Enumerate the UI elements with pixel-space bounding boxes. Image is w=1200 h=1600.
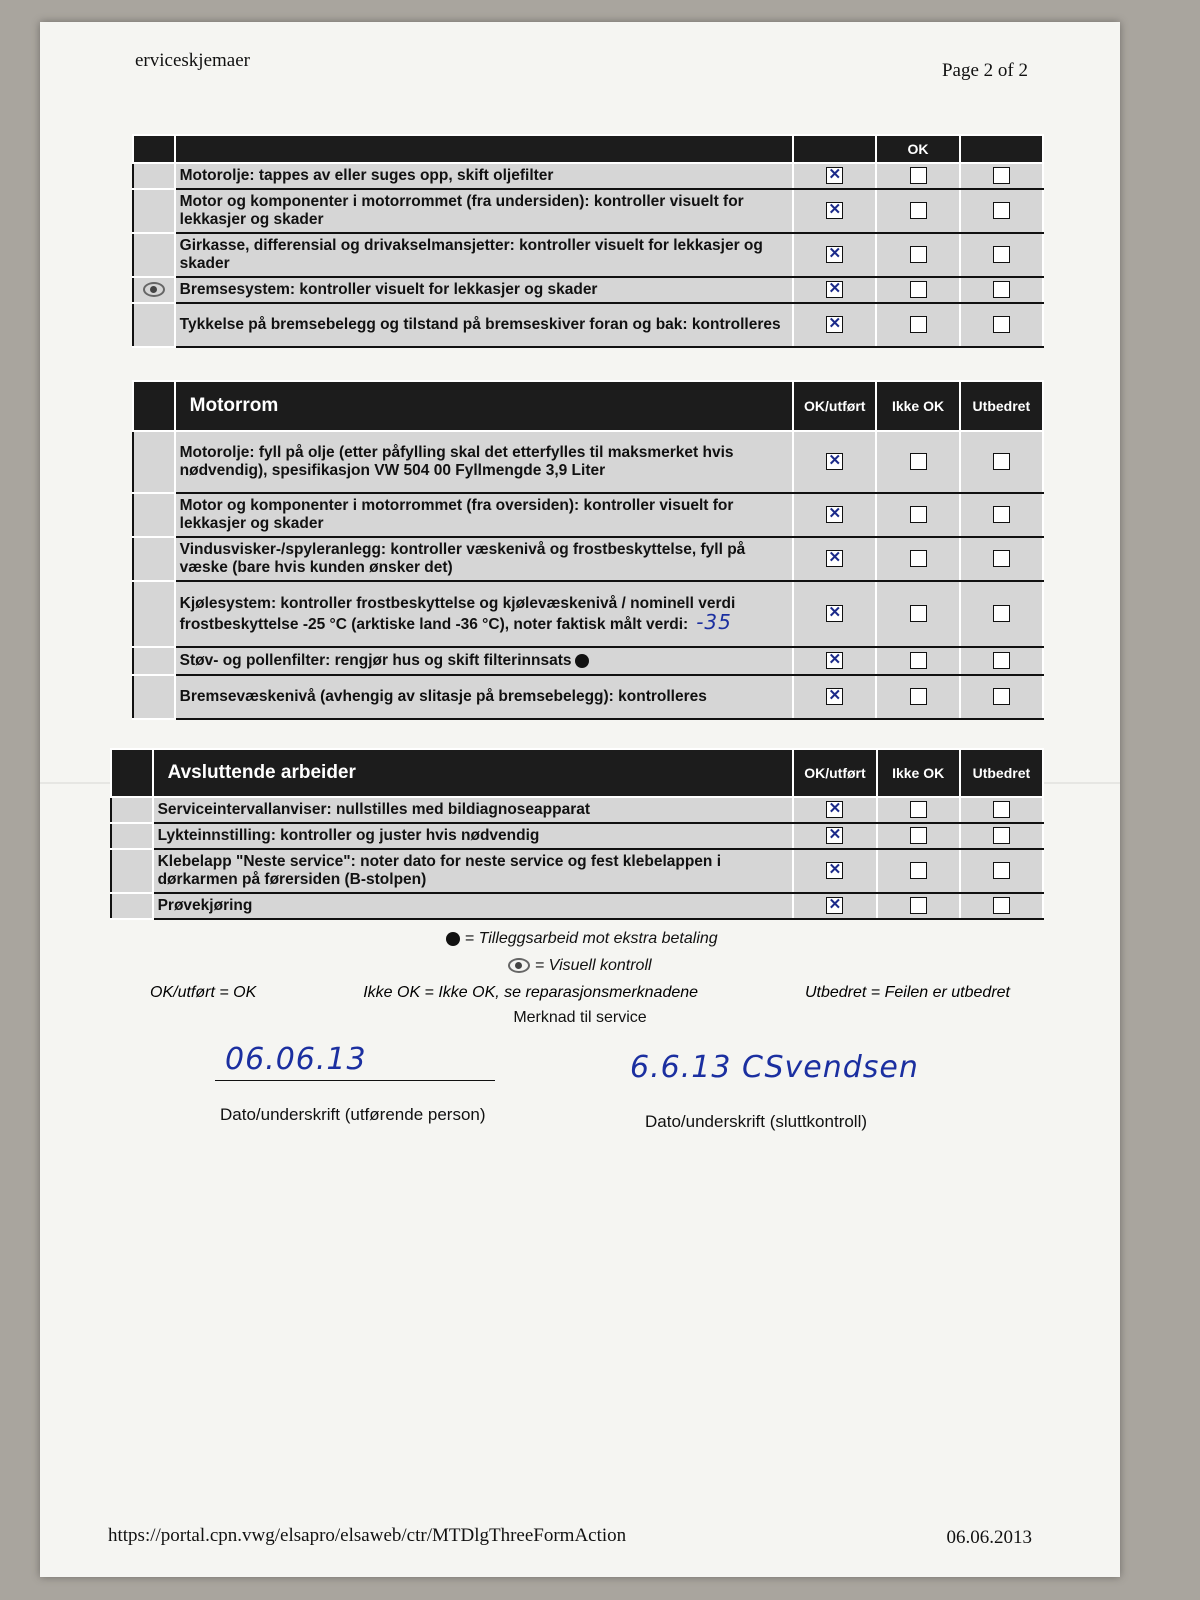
not-ok-checkbox-cell <box>876 163 959 189</box>
row-description <box>153 823 794 849</box>
ok-checkbox-cell <box>793 163 876 189</box>
fixed-checkbox-cell <box>960 893 1043 919</box>
section-title <box>175 135 793 163</box>
ok-checkbox[interactable] <box>826 862 843 879</box>
row-marker-cell <box>133 233 175 277</box>
row-description <box>175 493 793 537</box>
legend-eye: = Visuell kontroll <box>40 957 1120 975</box>
fixed-checkbox-cell <box>960 189 1043 233</box>
header-spacer <box>133 381 175 431</box>
fixed-checkbox[interactable] <box>993 827 1010 844</box>
fixed-checkbox-cell <box>960 163 1043 189</box>
column-ok-header: OK/utført <box>793 749 876 797</box>
not-ok-checkbox[interactable] <box>910 453 927 470</box>
not-ok-checkbox[interactable] <box>910 862 927 879</box>
row-description <box>175 431 793 493</box>
ok-checkbox[interactable] <box>826 688 843 705</box>
checklist-row <box>133 647 1043 675</box>
checklist-row <box>133 163 1043 189</box>
column-fixed-header <box>960 135 1043 163</box>
ok-checkbox[interactable] <box>826 605 843 622</box>
fixed-checkbox[interactable] <box>993 605 1010 622</box>
not-ok-checkbox-cell <box>876 493 959 537</box>
checklist-row <box>111 893 1043 919</box>
fixed-checkbox[interactable] <box>993 801 1010 818</box>
page-number: Page 2 of 2 <box>941 60 1028 81</box>
not-ok-checkbox-cell <box>876 431 959 493</box>
row-description <box>175 675 793 719</box>
footer-date: 06.06.2013 <box>946 1527 1032 1548</box>
row-description <box>175 647 793 675</box>
row-description <box>153 797 794 823</box>
ok-checkbox[interactable] <box>826 167 843 184</box>
fixed-checkbox[interactable] <box>993 281 1010 298</box>
row-label: Serviceintervallanviser: nullstilles med bildiagnoseapparat <box>157 801 591 818</box>
signature-left-handwritten: 06.06.13 <box>225 1042 367 1077</box>
row-description <box>175 303 793 347</box>
row-marker-cell <box>133 675 175 719</box>
signature-left-label: Dato/underskrift (utførende person) <box>220 1105 486 1124</box>
row-marker-cell <box>133 189 175 233</box>
row-label: Bremsesystem: kontroller visuelt for lekkasjer og skader <box>179 281 598 298</box>
fixed-checkbox-cell <box>960 797 1043 823</box>
ok-checkbox[interactable] <box>826 652 843 669</box>
eye-icon <box>143 282 165 297</box>
header-spacer <box>111 749 153 797</box>
column-fixed-header: Utbedret <box>960 749 1043 797</box>
checklist-row <box>133 537 1043 581</box>
not-ok-checkbox-cell <box>876 303 959 347</box>
row-label: Motorolje: fyll på olje (etter påfylling skal det etterfylles til maksmerket hvis nødvendig), spesifikasjon VW 504 00 Fyllmengde 3,9 Liter <box>179 444 734 479</box>
checklist-row <box>133 303 1043 347</box>
not-ok-checkbox[interactable] <box>910 506 927 523</box>
ok-checkbox-cell <box>793 277 876 303</box>
section-underbody <box>132 134 1044 348</box>
not-ok-checkbox[interactable] <box>910 202 927 219</box>
section-title: Motorrom <box>175 381 793 431</box>
fixed-checkbox-cell <box>960 303 1043 347</box>
signature-right-label: Dato/underskrift (sluttkontroll) <box>645 1112 868 1131</box>
checklist-table <box>110 748 1044 920</box>
fixed-checkbox-cell <box>960 431 1043 493</box>
row-label: Bremsevæskenivå (avhengig av slitasje på bremsebelegg): kontrolleres <box>179 688 707 705</box>
row-description <box>175 277 793 303</box>
row-label: Vindusvisker-/spyleranlegg: kontroller væskenivå og frostbeskyttelse, fyll på væske (bare hvis kunden ønsker det) <box>179 541 746 576</box>
not-ok-checkbox-cell <box>877 849 960 893</box>
fixed-checkbox[interactable] <box>993 652 1010 669</box>
ok-checkbox-cell <box>793 893 876 919</box>
row-label: Prøvekjøring <box>157 897 253 914</box>
not-ok-checkbox[interactable] <box>910 167 927 184</box>
ok-checkbox[interactable] <box>826 827 843 844</box>
fixed-checkbox-cell <box>960 581 1043 647</box>
legend-bullet: = Tilleggsarbeid mot ekstra betaling <box>40 930 1120 948</box>
column-ok-header <box>793 135 876 163</box>
ok-checkbox-cell <box>793 303 876 347</box>
ok-checkbox-cell <box>793 797 876 823</box>
header-spacer <box>133 135 175 163</box>
not-ok-checkbox[interactable] <box>910 316 927 333</box>
not-ok-checkbox[interactable] <box>910 605 927 622</box>
fixed-checkbox-cell <box>960 675 1043 719</box>
fixed-checkbox[interactable] <box>993 862 1010 879</box>
fixed-checkbox[interactable] <box>993 246 1010 263</box>
not-ok-checkbox[interactable] <box>910 550 927 567</box>
row-marker-cell <box>133 277 175 303</box>
not-ok-checkbox-cell <box>877 893 960 919</box>
ok-checkbox[interactable] <box>826 801 843 818</box>
legend-not-ok: Ikke OK = Ikke OK, se reparasjonsmerknadene <box>363 984 699 1001</box>
row-label: Girkasse, differensial og drivakselmansjetter: kontroller visuelt for lekkasjer og skader <box>179 237 763 272</box>
form-page <box>40 22 1120 1577</box>
checklist-row <box>111 849 1043 893</box>
row-marker-cell <box>133 163 175 189</box>
ok-checkbox-cell <box>793 581 876 647</box>
row-label: Motor og komponenter i motorrommet (fra oversiden): kontroller visuelt for lekkasjer og skader <box>179 497 734 532</box>
legend-fixed: Utbedret = Feilen er utbedret <box>804 984 1010 1001</box>
checklist-row <box>111 797 1043 823</box>
not-ok-checkbox[interactable] <box>910 246 927 263</box>
row-marker-cell <box>133 431 175 493</box>
handwritten-measured-value: -35 <box>696 609 732 634</box>
row-marker-cell <box>111 797 153 823</box>
legend-definitions <box>150 984 1010 1002</box>
ok-checkbox-cell <box>793 537 876 581</box>
row-marker-cell <box>133 537 175 581</box>
row-marker-cell <box>111 849 153 893</box>
row-description <box>175 163 793 189</box>
fixed-checkbox[interactable] <box>993 688 1010 705</box>
fixed-checkbox[interactable] <box>993 202 1010 219</box>
checklist-row <box>133 431 1043 493</box>
ok-checkbox[interactable] <box>826 246 843 263</box>
ok-checkbox-cell <box>793 849 876 893</box>
not-ok-checkbox[interactable] <box>910 652 927 669</box>
fixed-checkbox[interactable] <box>993 506 1010 523</box>
ok-checkbox[interactable] <box>826 202 843 219</box>
remark-title: Merknad til service <box>513 1009 647 1026</box>
checklist-row <box>133 233 1043 277</box>
column-not-ok-header: Ikke OK <box>876 381 959 431</box>
row-marker-cell <box>133 303 175 347</box>
row-description <box>153 893 794 919</box>
checklist-row <box>133 189 1043 233</box>
ok-checkbox-cell <box>793 431 876 493</box>
ok-checkbox-cell <box>793 823 876 849</box>
row-marker-cell <box>111 893 153 919</box>
footer-url: https://portal.cpn.vwg/elsapro/elsaweb/ctr/MTDlgThreeFormAction <box>108 1525 627 1546</box>
ok-checkbox-cell <box>793 675 876 719</box>
column-ok-header: OK/utført <box>793 381 876 431</box>
not-ok-checkbox-cell <box>876 581 959 647</box>
fixed-checkbox-cell <box>960 277 1043 303</box>
section-title: Avsluttende arbeider <box>153 749 794 797</box>
fixed-checkbox[interactable] <box>993 316 1010 333</box>
row-label: Motor og komponenter i motorrommet (fra undersiden): kontroller visuelt for lekkasjer og skader <box>179 193 744 228</box>
not-ok-checkbox-cell <box>877 823 960 849</box>
not-ok-checkbox[interactable] <box>910 827 927 844</box>
checklist-row <box>133 493 1043 537</box>
checklist-row <box>133 277 1043 303</box>
row-marker-cell <box>133 647 175 675</box>
fixed-checkbox[interactable] <box>993 167 1010 184</box>
fixed-checkbox-cell <box>960 849 1043 893</box>
fixed-checkbox-cell <box>960 823 1043 849</box>
checklist-table <box>132 134 1044 348</box>
ok-checkbox[interactable] <box>826 281 843 298</box>
form-title: erviceskjemaer <box>135 50 250 71</box>
not-ok-checkbox-cell <box>876 675 959 719</box>
section-motorrom <box>132 380 1044 720</box>
ok-checkbox-cell <box>793 189 876 233</box>
not-ok-checkbox-cell <box>876 277 959 303</box>
ok-checkbox[interactable] <box>826 550 843 567</box>
not-ok-checkbox[interactable] <box>910 897 927 914</box>
checklist-row <box>133 581 1043 647</box>
not-ok-checkbox[interactable] <box>910 801 927 818</box>
checklist-table <box>132 380 1044 720</box>
ok-checkbox-cell <box>793 493 876 537</box>
signature-left-line <box>215 1080 495 1081</box>
fixed-checkbox-cell <box>960 233 1043 277</box>
fixed-checkbox[interactable] <box>993 453 1010 470</box>
not-ok-checkbox-cell <box>876 647 959 675</box>
fixed-checkbox-cell <box>960 493 1043 537</box>
checklist-row <box>111 823 1043 849</box>
not-ok-checkbox-cell <box>876 233 959 277</box>
row-label: Klebelapp "Neste service": noter dato for neste service og fest klebelappen i dørkarmen på førersiden (B-stolpen) <box>157 853 722 888</box>
ok-checkbox-cell <box>793 233 876 277</box>
bullet-icon <box>575 654 589 668</box>
section-avsluttende <box>110 748 1044 920</box>
column-not-ok-header: Ikke OK <box>877 749 960 797</box>
ok-checkbox[interactable] <box>826 316 843 333</box>
fixed-checkbox-cell <box>960 537 1043 581</box>
not-ok-checkbox-cell <box>877 797 960 823</box>
row-marker-cell <box>133 493 175 537</box>
column-fixed-header: Utbedret <box>960 381 1043 431</box>
fixed-checkbox[interactable] <box>993 550 1010 567</box>
column-not-ok-header: OK <box>876 135 959 163</box>
row-description <box>175 233 793 277</box>
bullet-icon <box>446 932 460 946</box>
row-description <box>175 189 793 233</box>
signature-right-handwritten: 6.6.13 CSvendsen <box>630 1050 919 1085</box>
ok-checkbox[interactable] <box>826 506 843 523</box>
fixed-checkbox-cell <box>960 647 1043 675</box>
row-description <box>175 581 793 647</box>
row-description <box>153 849 794 893</box>
row-label: Motorolje: tappes av eller suges opp, skift oljefilter <box>179 167 554 184</box>
row-marker-cell <box>133 581 175 647</box>
not-ok-checkbox-cell <box>876 537 959 581</box>
ok-checkbox[interactable] <box>826 453 843 470</box>
row-label: Støv- og pollenfilter: rengjør hus og skift filterinnsats <box>179 652 572 669</box>
eye-icon <box>508 958 530 973</box>
row-marker-cell <box>111 823 153 849</box>
row-label: Kjølesystem: kontroller frostbeskyttelse og kjølevæskenivå / nominell verdi frostbeskyttelse -25 °C (arktiske land -36 °C), noter faktisk målt verdi: <box>179 594 736 633</box>
ok-checkbox[interactable] <box>826 897 843 914</box>
not-ok-checkbox-cell <box>876 189 959 233</box>
not-ok-checkbox[interactable] <box>910 281 927 298</box>
row-description <box>175 537 793 581</box>
ok-checkbox-cell <box>793 647 876 675</box>
fixed-checkbox[interactable] <box>993 897 1010 914</box>
row-label: Lykteinnstilling: kontroller og juster hvis nødvendig <box>157 827 540 844</box>
checklist-row <box>133 675 1043 719</box>
row-label: Tykkelse på bremsebelegg og tilstand på bremseskiver foran og bak: kontrolleres <box>179 316 781 333</box>
not-ok-checkbox[interactable] <box>910 688 927 705</box>
legend-ok: OK/utført = OK <box>150 984 257 1001</box>
